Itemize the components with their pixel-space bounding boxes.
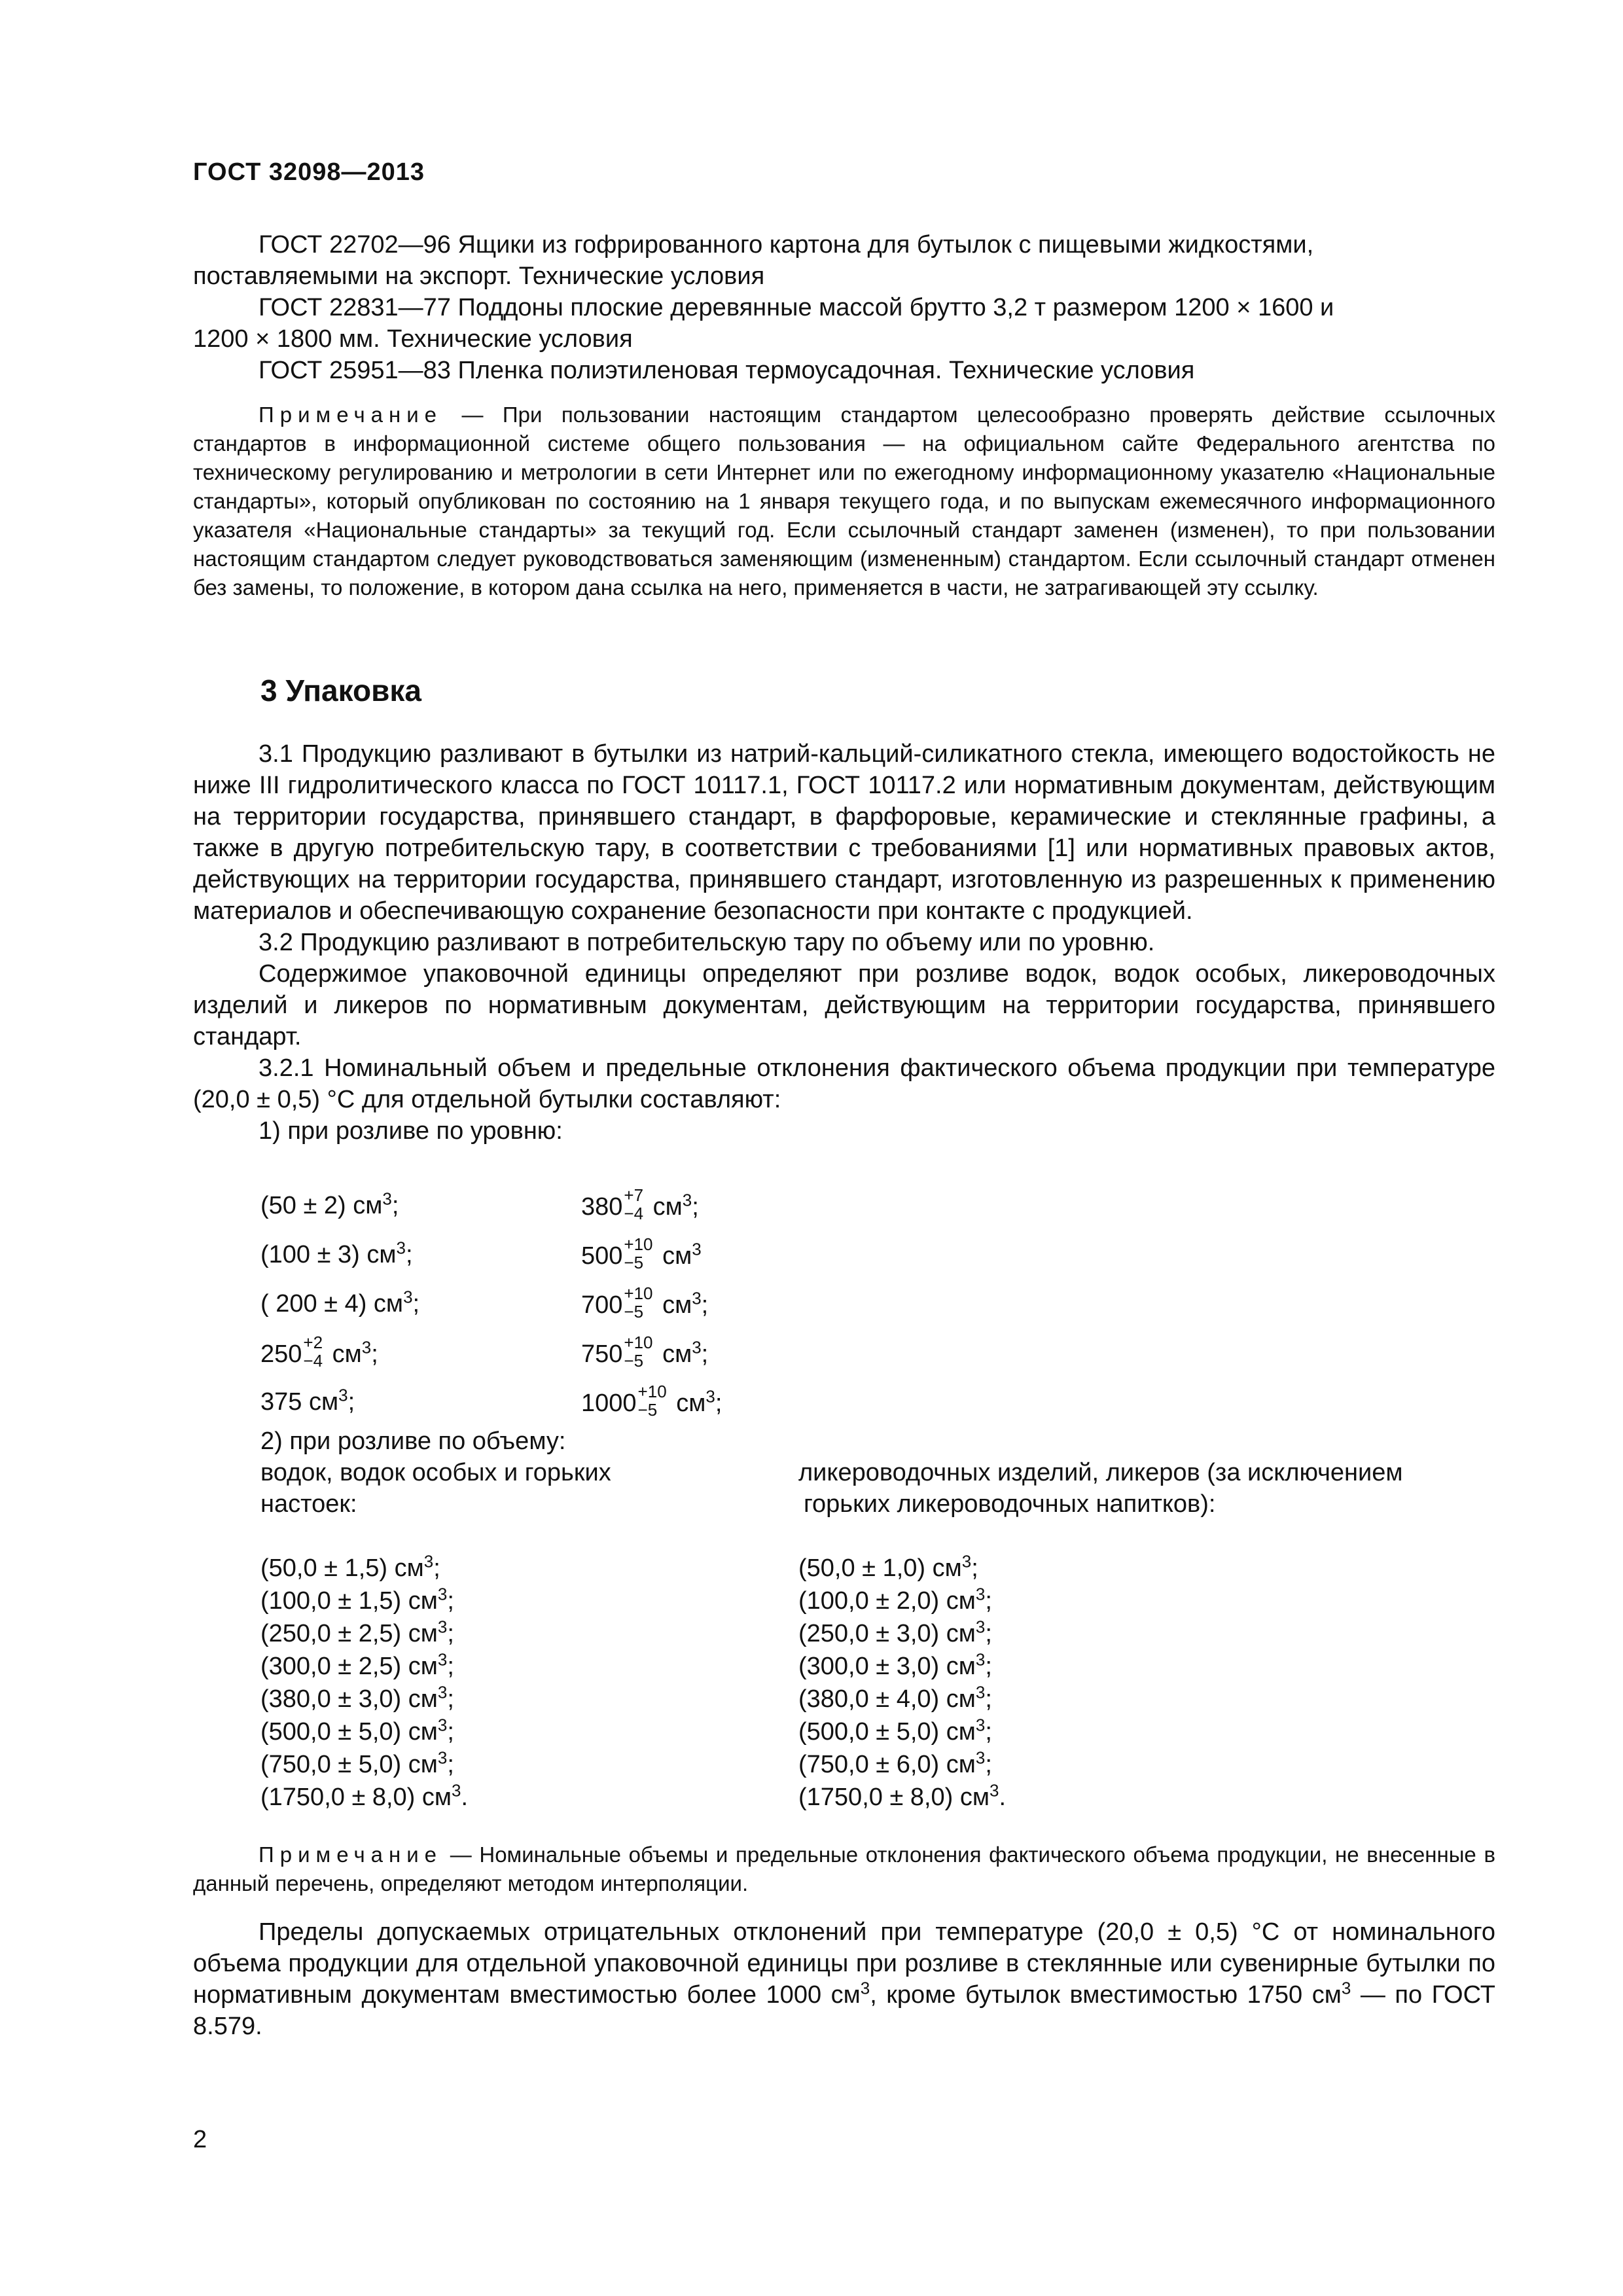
volume-list-item: (50,0 ± 1,5) $см^3$; (260, 1551, 440, 1582)
reference-line: ГОСТ 22702—96 Ящики из гофрированного картона для бутылок с пищевыми жидкостями, (259, 231, 1314, 259)
volume-list-item: (380,0 ± 3,0) $см^3$; (260, 1682, 454, 1713)
tolerance-limits: +10 −5 (624, 1234, 653, 1272)
level-list-item: 375 $см^3$; (260, 1385, 355, 1416)
volume-list-item: (500,0 ± 5,0) $см^3$; (798, 1715, 992, 1746)
final-paragraph-block (193, 1916, 1495, 2042)
tolerance-limits: +10 −5 (637, 1382, 667, 1420)
volume-heading: 2) при розливе по объему: (260, 1427, 566, 1455)
volume-list-item: (250,0 ± 3,0) $см^3$; (798, 1617, 992, 1647)
volume-left-heading: водок, водок особых и горьких (260, 1459, 611, 1486)
volume-list-item: (1750,0 ± 8,0) $см^3$. (798, 1780, 1007, 1811)
tolerance-limits: +7 −4 (624, 1185, 644, 1223)
note-lead: Примечание (259, 403, 443, 427)
volume-right-heading: ликероводочных изделий, ликеров (за исключением (798, 1459, 1403, 1486)
note-block (193, 401, 1495, 602)
note-paragraph (193, 1840, 1495, 1898)
volume-list-item: (300,0 ± 3,0) $см^3$; (798, 1649, 992, 1680)
level-list-item: 750 +10 −5 $см^3$; (581, 1333, 709, 1371)
volume-list-item: (750,0 ± 6,0) $см^3$; (798, 1748, 992, 1778)
level-list-item: 500 +10 −5 $см^3$ (581, 1234, 702, 1272)
level-list-item: 380 +7 −4 $см^3$; (581, 1185, 699, 1223)
section-title: 3 Упаковка (260, 673, 421, 708)
level-list-item: ( 200 ± 4) $см^3$; (260, 1287, 420, 1318)
volume-list-item: (50,0 ± 1,0) $см^3$; (798, 1551, 978, 1582)
volume-list-item: (1750,0 ± 8,0) $см^3$. (260, 1780, 469, 1811)
tolerance-limits: +10 −5 (624, 1283, 653, 1321)
volume-list-item: (250,0 ± 2,5) $см^3$; (260, 1617, 454, 1647)
volume-list-item: (300,0 ± 2,5) $см^3$; (260, 1649, 454, 1680)
level-list-item: 700 +10 −5 $см^3$; (581, 1283, 709, 1321)
paragraph-3-1: 3.1 Продукцию разливают в бутылки из натрий-кальций-силикатного стекла, имеющего водостойкость не ниже III гидролитического класса по ГОСТ 10117.1, ГОСТ 10117.2 или нормативным документам, действующим на территории государства, принявшего стандарт, в фарфоровые, керамические и стеклянные графины, а также в другую потребительскую тару, в соответствии с требованиями [1] или нормативных правовых актов, действующих на территории государства, принявшего стандарт, изготовленную из разрешенных к применению материалов и обеспечивающую сохранение безопасности при контакте с продукцией. (193, 740, 1495, 925)
note-lead: Примечание (259, 1842, 443, 1867)
level-list-item: (50 ± 2) $см^3$; (260, 1189, 399, 1219)
reference-line: ГОСТ 25951—83 Пленка полиэтиленовая термоусадочная. Технические условия (259, 357, 1195, 384)
note-paragraph (193, 401, 1495, 602)
final-paragraph: Пределы допускаемых отрицательных отклонений при температуре (20,0 ± 0,5) °С от номинального объема продукции для отдельной упаковочной единицы при розливе в стеклянные или сувенирные бутылки по нормативным документам вместимостью более 1000 $см^3$, кроме бутылок вместимостью 1750 $см^3$ — по ГОСТ 8.579. (193, 1918, 1495, 2040)
volume-list-item: (100,0 ± 1,5) $см^3$; (260, 1584, 454, 1615)
tolerance-limits: +2 −4 (303, 1333, 323, 1371)
level-heading: 1) при розливе по уровню: (259, 1117, 563, 1145)
volume-right-heading: горьких ликероводочных напитков): (804, 1490, 1216, 1518)
note-text: — Номинальные объемы и предельные отклонения фактического объема продукции, не внесенные в данный перечень, определяют методом интерполяции. (193, 1842, 1495, 1895)
level-list-item: 1000 +10 −5 $см^3$; (581, 1382, 722, 1420)
note-text: — При пользовании настоящим стандартом целесообразно проверять действие ссылочных стандартов в информационной системе общего пользования — на официальном сайте Федерального агентства по техническому регулированию и метрологии в сети Интернет или по ежегодному информационному указателю «Национальные стандарты», который опубликован по состоянию на 1 января текущего года, и по выпускам ежемесячного информационного указателя «Национальные стандарты» за текущий год. Если ссылочный стандарт заменен (изменен), то при пользовании настоящим стандартом следует руководствоваться заменяющим (измененным) стандартом. Если ссылочный стандарт отменен без замены, то положение, в котором дана ссылка на него, применяется в части, не затрагивающей эту ссылку. (193, 403, 1495, 600)
document-header: ГОСТ 32098—2013 (193, 158, 425, 186)
tolerance-limits: +10 −5 (624, 1333, 653, 1371)
page-number: 2 (193, 2126, 207, 2153)
reference-line: 1200 × 1800 мм. Технические условия (193, 325, 633, 353)
volume-list-item: (750,0 ± 5,0) $см^3$; (260, 1748, 454, 1778)
volume-list-item: (500,0 ± 5,0) $см^3$; (260, 1715, 454, 1746)
section-body (193, 738, 1495, 1147)
paragraph-3-2: 3.2 Продукцию разливают в потребительскую тару по объему или по уровню. (259, 929, 1155, 956)
reference-line: поставляемыми на экспорт. Технические условия (193, 262, 765, 290)
paragraph-3-2-1: 3.2.1 Номинальный объем и предельные отклонения фактического объема продукции при температуре (20,0 ± 0,5) °С для отдельной бутылки составляют: (193, 1054, 1495, 1113)
volume-list-item: (100,0 ± 2,0) $см^3$; (798, 1584, 992, 1615)
paragraph-3-2-content: Содержимое упаковочной единицы определяют при розливе водок, водок особых, ликероводочных изделий и ликеров по нормативным документам, действующим на территории государства, принявшего стандарт. (193, 960, 1495, 1050)
reference-line: ГОСТ 22831—77 Поддоны плоские деревянные массой брутто 3,2 т размером 1200 × 1600 и (259, 294, 1334, 321)
references-block (193, 229, 1495, 386)
volume-left-heading: настоек: (260, 1490, 357, 1518)
volume-list-item: (380,0 ± 4,0) $см^3$; (798, 1682, 992, 1713)
level-list-item: 250 +2 −4 $см^3$; (260, 1333, 378, 1371)
level-list-item: (100 ± 3) $см^3$; (260, 1238, 413, 1268)
note-block-2 (193, 1840, 1495, 1898)
